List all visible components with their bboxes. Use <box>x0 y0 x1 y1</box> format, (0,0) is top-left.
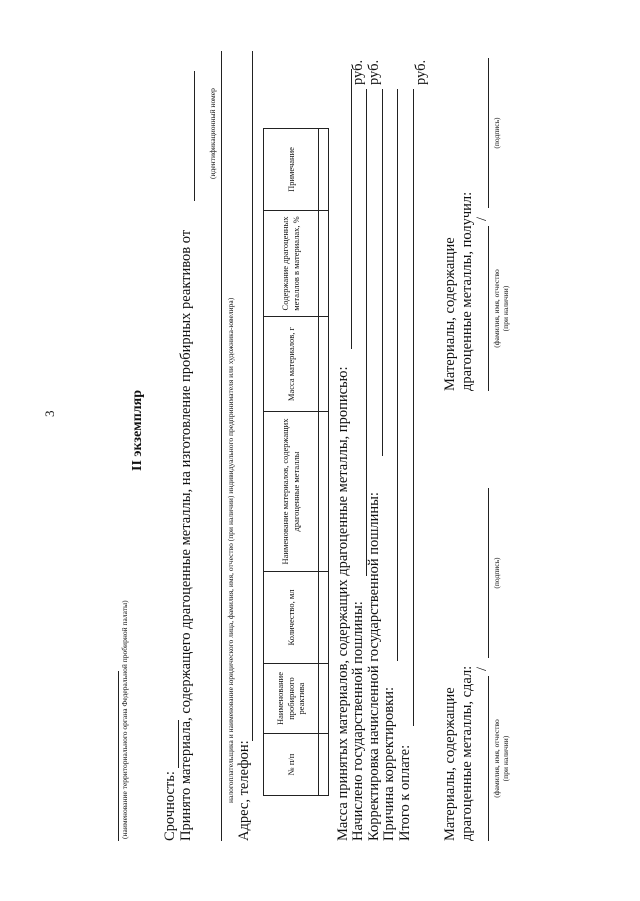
copy-title: II экземпляр <box>130 390 145 471</box>
handed-over-slash: / <box>474 666 490 671</box>
address-line <box>252 51 253 741</box>
handed-over-line2: драгоценные металлы, сдал: <box>459 665 475 841</box>
col-header-metal-content: Содержание драгоценных металлов в материалах, % <box>264 211 319 317</box>
received-line1: Материалы, содержащие <box>442 237 458 391</box>
col-header-number: № п/п <box>264 734 319 796</box>
page-number: 3 <box>42 410 57 417</box>
handed-over-name-line <box>488 676 489 841</box>
territorial-organ-line <box>118 671 119 841</box>
correction-reason-label: Причина корректировки: <box>381 687 397 841</box>
reagents-table <box>263 128 329 796</box>
table-header-row <box>264 129 319 796</box>
total-to-pay-currency: руб. <box>413 59 429 85</box>
accepted-text: Принято материала, содержащего драгоценные металлы, на изготовление пробирных реактивов от <box>178 229 194 841</box>
duty-correction-line <box>382 89 383 456</box>
handed-over-name-caption: (фамилия, имя, отчество (при наличии) <box>492 719 510 798</box>
received-name-caption: (фамилия, имя, отчество (при наличии) <box>492 269 510 348</box>
payer-line <box>221 51 222 841</box>
table-row <box>319 129 329 796</box>
received-signature-caption: (подпись) <box>492 117 501 149</box>
received-signature-line <box>488 58 489 208</box>
total-to-pay-line <box>413 89 414 726</box>
duty-charged-label: Начислено государственной пошлины: <box>350 601 366 841</box>
received-line2: драгоценные металлы, получил: <box>459 191 475 391</box>
duty-correction-label: Корректировка начисленной государственной пошлины: <box>366 492 382 841</box>
col-header-mass: Масса материалов, г <box>264 317 319 412</box>
mass-words-label: Масса принятых материалов, содержащих драгоценные металлы, прописью: <box>335 366 351 841</box>
received-block <box>442 192 476 391</box>
mass-words-line <box>351 69 352 349</box>
territorial-organ-caption: (наименование территориального органа Федеральной пробирной палаты) <box>120 600 129 839</box>
payer-caption: налогоплательщика и наименование юридического лица, фамилия, имя, отчество (при наличии) индивидуального предпринимателя или художника-ювелира) <box>226 297 235 803</box>
duty-charged-currency: руб. <box>350 59 366 85</box>
handed-over-signature-line <box>488 488 489 658</box>
received-slash: / <box>474 216 490 221</box>
urgency-label: Срочность: <box>162 771 178 841</box>
duty-correction-currency: руб. <box>366 59 382 85</box>
id-caption: (идентификационный номер <box>208 88 217 179</box>
correction-reason-line <box>397 89 398 661</box>
supplier-line <box>194 71 195 201</box>
handed-over-block <box>442 666 476 841</box>
col-header-material-name: Наименование материалов, содержащих драгоценные металлы <box>264 412 319 572</box>
received-name-line <box>488 226 489 391</box>
col-header-note: Примечание <box>264 129 319 211</box>
col-header-reagent-name: Наименование пробирного реактива <box>264 664 319 734</box>
handed-over-line1: Материалы, содержащие <box>442 687 458 841</box>
col-header-quantity: Количество, мл <box>264 572 319 664</box>
handed-over-signature-caption: (подпись) <box>492 557 501 589</box>
address-label: Адрес, телефон: <box>236 740 252 841</box>
total-to-pay-label: Итого к оплате: <box>397 744 413 841</box>
